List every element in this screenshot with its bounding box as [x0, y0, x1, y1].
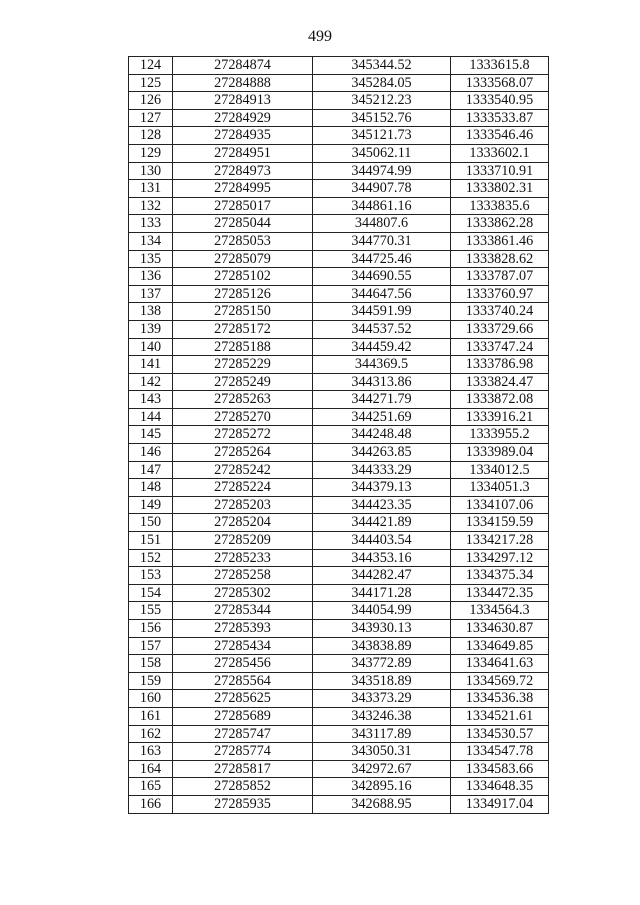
id-cell: 27285935: [173, 795, 313, 813]
y-coordinate-cell: 1333955.2: [451, 426, 549, 444]
id-cell: 27285774: [173, 743, 313, 761]
row-index-cell: 133: [129, 215, 173, 233]
y-coordinate-cell: 1333835.6: [451, 197, 549, 215]
x-coordinate-cell: 343373.29: [313, 690, 451, 708]
row-index-cell: 138: [129, 303, 173, 321]
x-coordinate-cell: 344379.13: [313, 479, 451, 497]
x-coordinate-cell: 343518.89: [313, 672, 451, 690]
y-coordinate-cell: 1334569.72: [451, 672, 549, 690]
y-coordinate-cell: 1333828.62: [451, 250, 549, 268]
table-row: [129, 215, 549, 233]
row-index-cell: 149: [129, 496, 173, 514]
table-row: [129, 549, 549, 567]
id-cell: 27285150: [173, 303, 313, 321]
x-coordinate-cell: 344907.78: [313, 180, 451, 198]
table-row: [129, 303, 549, 321]
row-index-cell: 162: [129, 725, 173, 743]
table-row: [129, 268, 549, 286]
y-coordinate-cell: 1333740.24: [451, 303, 549, 321]
id-cell: 27285233: [173, 549, 313, 567]
y-coordinate-cell: 1333861.46: [451, 232, 549, 250]
row-index-cell: 154: [129, 584, 173, 602]
row-index-cell: 151: [129, 532, 173, 550]
id-cell: 27284888: [173, 74, 313, 92]
table-row: [129, 655, 549, 673]
y-coordinate-cell: 1333710.91: [451, 162, 549, 180]
id-cell: 27285204: [173, 514, 313, 532]
id-cell: 27285456: [173, 655, 313, 673]
table-row: [129, 57, 549, 75]
id-cell: 27285209: [173, 532, 313, 550]
y-coordinate-cell: 1334530.57: [451, 725, 549, 743]
x-coordinate-cell: 344421.89: [313, 514, 451, 532]
table-row: [129, 496, 549, 514]
table-row: [129, 127, 549, 145]
x-coordinate-cell: 344591.99: [313, 303, 451, 321]
table-row: [129, 320, 549, 338]
row-index-cell: 145: [129, 426, 173, 444]
x-coordinate-cell: 345121.73: [313, 127, 451, 145]
id-cell: 27285689: [173, 707, 313, 725]
id-cell: 27285270: [173, 408, 313, 426]
id-cell: 27284913: [173, 92, 313, 110]
x-coordinate-cell: 344282.47: [313, 567, 451, 585]
y-coordinate-cell: 1333747.24: [451, 338, 549, 356]
table-row: [129, 795, 549, 813]
x-coordinate-cell: 344369.5: [313, 356, 451, 374]
y-coordinate-cell: 1334536.38: [451, 690, 549, 708]
table-row: [129, 338, 549, 356]
y-coordinate-cell: 1333989.04: [451, 444, 549, 462]
id-cell: 27285242: [173, 461, 313, 479]
id-cell: 27285079: [173, 250, 313, 268]
x-coordinate-cell: 344690.55: [313, 268, 451, 286]
x-coordinate-cell: 344313.86: [313, 373, 451, 391]
table-row: [129, 620, 549, 638]
x-coordinate-cell: 343838.89: [313, 637, 451, 655]
id-cell: 27285302: [173, 584, 313, 602]
y-coordinate-cell: 1333802.31: [451, 180, 549, 198]
row-index-cell: 134: [129, 232, 173, 250]
x-coordinate-cell: 345344.52: [313, 57, 451, 75]
y-coordinate-cell: 1333862.28: [451, 215, 549, 233]
row-index-cell: 139: [129, 320, 173, 338]
y-coordinate-cell: 1333546.46: [451, 127, 549, 145]
row-index-cell: 131: [129, 180, 173, 198]
id-cell: 27284929: [173, 109, 313, 127]
id-cell: 27285272: [173, 426, 313, 444]
row-index-cell: 130: [129, 162, 173, 180]
id-cell: 27285224: [173, 479, 313, 497]
row-index-cell: 159: [129, 672, 173, 690]
id-cell: 27285053: [173, 232, 313, 250]
y-coordinate-cell: 1333615.8: [451, 57, 549, 75]
x-coordinate-cell: 344248.48: [313, 426, 451, 444]
y-coordinate-cell: 1334641.63: [451, 655, 549, 673]
table-row: [129, 250, 549, 268]
y-coordinate-cell: 1334547.78: [451, 743, 549, 761]
x-coordinate-cell: 345284.05: [313, 74, 451, 92]
table-row: [129, 567, 549, 585]
y-coordinate-cell: 1333760.97: [451, 285, 549, 303]
x-coordinate-cell: 344770.31: [313, 232, 451, 250]
id-cell: 27285564: [173, 672, 313, 690]
y-coordinate-cell: 1334583.66: [451, 760, 549, 778]
x-coordinate-cell: 344861.16: [313, 197, 451, 215]
y-coordinate-cell: 1333872.08: [451, 391, 549, 409]
row-index-cell: 137: [129, 285, 173, 303]
table-row: [129, 197, 549, 215]
table-row: [129, 743, 549, 761]
id-cell: 27285263: [173, 391, 313, 409]
x-coordinate-cell: 344333.29: [313, 461, 451, 479]
table-row: [129, 637, 549, 655]
row-index-cell: 136: [129, 268, 173, 286]
table-row: [129, 672, 549, 690]
id-cell: 27285264: [173, 444, 313, 462]
table-row: [129, 479, 549, 497]
x-coordinate-cell: 343930.13: [313, 620, 451, 638]
x-coordinate-cell: 344725.46: [313, 250, 451, 268]
id-cell: 27284995: [173, 180, 313, 198]
y-coordinate-cell: 1333787.07: [451, 268, 549, 286]
row-index-cell: 146: [129, 444, 173, 462]
y-coordinate-cell: 1334564.3: [451, 602, 549, 620]
table-row: [129, 356, 549, 374]
y-coordinate-cell: 1333533.87: [451, 109, 549, 127]
table-row: [129, 690, 549, 708]
x-coordinate-cell: 342972.67: [313, 760, 451, 778]
table-row: [129, 707, 549, 725]
id-cell: 27284973: [173, 162, 313, 180]
id-cell: 27284951: [173, 144, 313, 162]
y-coordinate-cell: 1334107.06: [451, 496, 549, 514]
table-row: [129, 144, 549, 162]
table-row: [129, 373, 549, 391]
x-coordinate-cell: 344403.54: [313, 532, 451, 550]
table-row: [129, 92, 549, 110]
x-coordinate-cell: 343772.89: [313, 655, 451, 673]
x-coordinate-cell: 344537.52: [313, 320, 451, 338]
y-coordinate-cell: 1333786.98: [451, 356, 549, 374]
table-row: [129, 532, 549, 550]
y-coordinate-cell: 1333729.66: [451, 320, 549, 338]
id-cell: 27284935: [173, 127, 313, 145]
table-row: [129, 74, 549, 92]
x-coordinate-cell: 345152.76: [313, 109, 451, 127]
table-body: [129, 57, 549, 814]
row-index-cell: 160: [129, 690, 173, 708]
row-index-cell: 128: [129, 127, 173, 145]
y-coordinate-cell: 1334917.04: [451, 795, 549, 813]
table-row: [129, 232, 549, 250]
row-index-cell: 143: [129, 391, 173, 409]
id-cell: 27285017: [173, 197, 313, 215]
id-cell: 27285393: [173, 620, 313, 638]
x-coordinate-cell: 344974.99: [313, 162, 451, 180]
row-index-cell: 165: [129, 778, 173, 796]
table-row: [129, 180, 549, 198]
coordinates-table: [128, 56, 549, 814]
x-coordinate-cell: 342688.95: [313, 795, 451, 813]
x-coordinate-cell: 345212.23: [313, 92, 451, 110]
row-index-cell: 142: [129, 373, 173, 391]
page-number: 499: [308, 28, 332, 45]
row-index-cell: 161: [129, 707, 173, 725]
y-coordinate-cell: 1333824.47: [451, 373, 549, 391]
row-index-cell: 152: [129, 549, 173, 567]
x-coordinate-cell: 344807.6: [313, 215, 451, 233]
x-coordinate-cell: 344263.85: [313, 444, 451, 462]
x-coordinate-cell: 343246.38: [313, 707, 451, 725]
table-row: [129, 760, 549, 778]
y-coordinate-cell: 1334649.85: [451, 637, 549, 655]
row-index-cell: 129: [129, 144, 173, 162]
id-cell: 27285817: [173, 760, 313, 778]
id-cell: 27285249: [173, 373, 313, 391]
row-index-cell: 153: [129, 567, 173, 585]
table-row: [129, 285, 549, 303]
x-coordinate-cell: 344251.69: [313, 408, 451, 426]
id-cell: 27285126: [173, 285, 313, 303]
y-coordinate-cell: 1334159.59: [451, 514, 549, 532]
id-cell: 27285229: [173, 356, 313, 374]
table-row: [129, 514, 549, 532]
row-index-cell: 150: [129, 514, 173, 532]
table-row: [129, 162, 549, 180]
row-index-cell: 156: [129, 620, 173, 638]
y-coordinate-cell: 1334012.5: [451, 461, 549, 479]
y-coordinate-cell: 1333540.95: [451, 92, 549, 110]
row-index-cell: 163: [129, 743, 173, 761]
id-cell: 27285188: [173, 338, 313, 356]
table-row: [129, 109, 549, 127]
id-cell: 27285172: [173, 320, 313, 338]
row-index-cell: 148: [129, 479, 173, 497]
x-coordinate-cell: 343050.31: [313, 743, 451, 761]
y-coordinate-cell: 1334521.61: [451, 707, 549, 725]
id-cell: 27285344: [173, 602, 313, 620]
id-cell: 27285852: [173, 778, 313, 796]
id-cell: 27285102: [173, 268, 313, 286]
row-index-cell: 164: [129, 760, 173, 778]
x-coordinate-cell: 345062.11: [313, 144, 451, 162]
row-index-cell: 124: [129, 57, 173, 75]
row-index-cell: 166: [129, 795, 173, 813]
row-index-cell: 147: [129, 461, 173, 479]
id-cell: 27285625: [173, 690, 313, 708]
row-index-cell: 144: [129, 408, 173, 426]
y-coordinate-cell: 1333916.21: [451, 408, 549, 426]
row-index-cell: 127: [129, 109, 173, 127]
table-row: [129, 461, 549, 479]
table-row: [129, 602, 549, 620]
y-coordinate-cell: 1333602.1: [451, 144, 549, 162]
y-coordinate-cell: 1334051.3: [451, 479, 549, 497]
x-coordinate-cell: 344271.79: [313, 391, 451, 409]
row-index-cell: 158: [129, 655, 173, 673]
table-row: [129, 426, 549, 444]
id-cell: 27285044: [173, 215, 313, 233]
id-cell: 27285258: [173, 567, 313, 585]
id-cell: 27285747: [173, 725, 313, 743]
row-index-cell: 140: [129, 338, 173, 356]
row-index-cell: 132: [129, 197, 173, 215]
y-coordinate-cell: 1334472.35: [451, 584, 549, 602]
y-coordinate-cell: 1333568.07: [451, 74, 549, 92]
y-coordinate-cell: 1334217.28: [451, 532, 549, 550]
x-coordinate-cell: 344647.56: [313, 285, 451, 303]
x-coordinate-cell: 344054.99: [313, 602, 451, 620]
table-row: [129, 584, 549, 602]
x-coordinate-cell: 344459.42: [313, 338, 451, 356]
row-index-cell: 157: [129, 637, 173, 655]
table-row: [129, 444, 549, 462]
row-index-cell: 141: [129, 356, 173, 374]
table-row: [129, 391, 549, 409]
x-coordinate-cell: 344423.35: [313, 496, 451, 514]
id-cell: 27284874: [173, 57, 313, 75]
table-row: [129, 408, 549, 426]
x-coordinate-cell: 344353.16: [313, 549, 451, 567]
y-coordinate-cell: 1334297.12: [451, 549, 549, 567]
row-index-cell: 125: [129, 74, 173, 92]
table-row: [129, 778, 549, 796]
id-cell: 27285434: [173, 637, 313, 655]
row-index-cell: 155: [129, 602, 173, 620]
x-coordinate-cell: 342895.16: [313, 778, 451, 796]
x-coordinate-cell: 343117.89: [313, 725, 451, 743]
id-cell: 27285203: [173, 496, 313, 514]
y-coordinate-cell: 1334648.35: [451, 778, 549, 796]
x-coordinate-cell: 344171.28: [313, 584, 451, 602]
y-coordinate-cell: 1334375.34: [451, 567, 549, 585]
y-coordinate-cell: 1334630.87: [451, 620, 549, 638]
table-row: [129, 725, 549, 743]
row-index-cell: 135: [129, 250, 173, 268]
row-index-cell: 126: [129, 92, 173, 110]
